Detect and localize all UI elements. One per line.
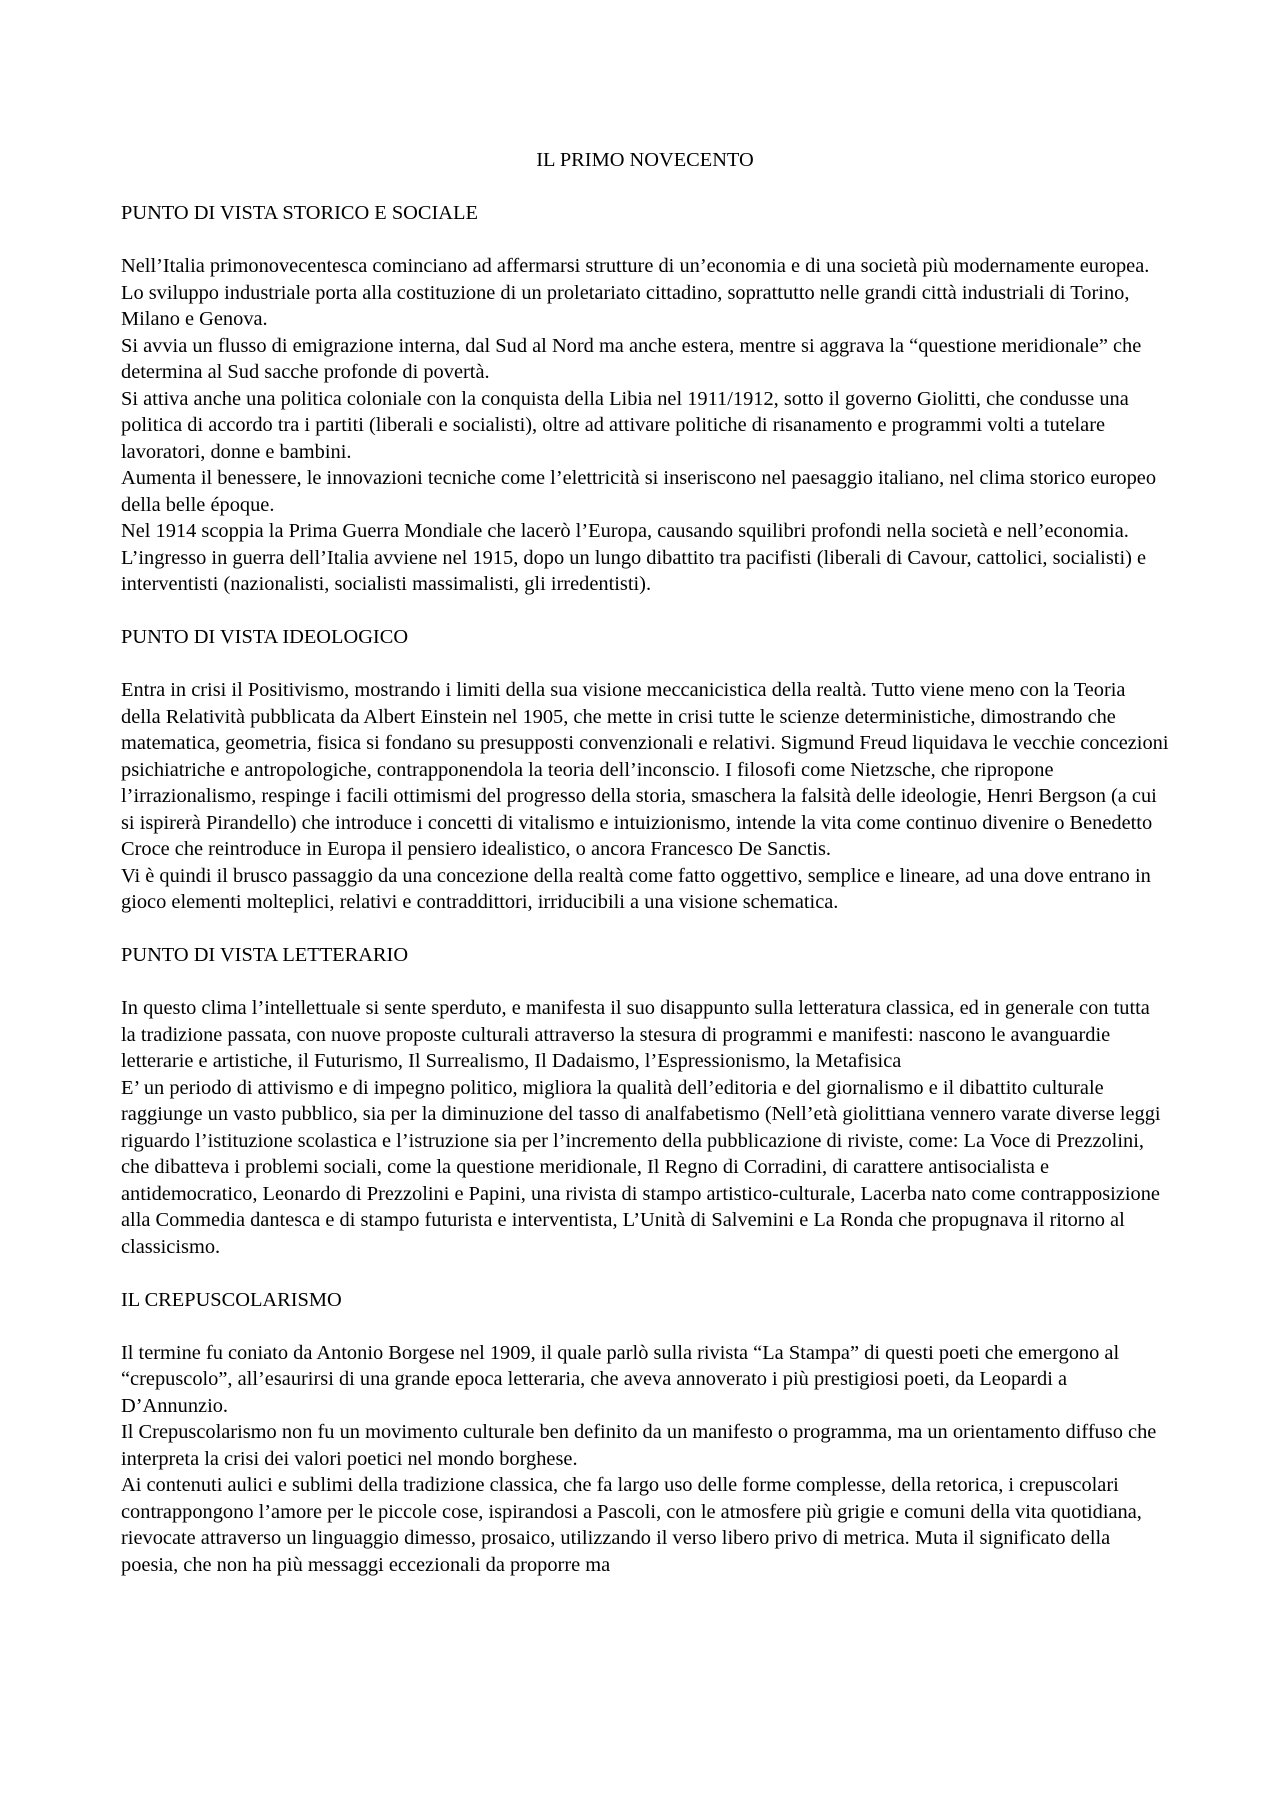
section-body: [121, 253, 1169, 598]
paragraph: Ai contenuti aulici e sublimi della tradizione classica, che fa largo uso delle forme complesse, della retorica, i crepuscolari contrappongono l’amore per le piccole cose, ispirandosi a Pascoli, con le atmosfere più grigie e comuni della vita quotidiana, rievocate attraverso un linguaggio dimesso, prosaico, utilizzando il verso libero privo di metrica. Muta il significato della poesia, che non ha più messaggi eccezionali da proporre ma: [121, 1474, 1142, 1576]
section-body: [121, 1340, 1169, 1579]
paragraph: Nel 1914 scoppia la Prima Guerra Mondiale che lacerò l’Europa, causando squilibri profondi nella società e nell’economia. L’ingresso in guerra dell’Italia avviene nel 1915, dopo un lungo dibattito tra pacifisti (liberali di Cavour, cattolici, socialisti) e interventisti (nazionalisti, socialisti massimalisti, gli irredentisti).: [121, 520, 1147, 595]
paragraph: Si attiva anche una politica coloniale con la conquista della Libia nel 1911/1912, sotto il governo Giolitti, che condusse una politica di accordo tra i partiti (liberali e socialisti), oltre ad attivare politiche di risanamento e programmi volti a tutelare lavoratori, donne e bambini.: [121, 387, 1129, 463]
section-heading: PUNTO DI VISTA IDEOLOGICO: [121, 626, 409, 648]
document-content: [121, 147, 1169, 1578]
section-body: [121, 677, 1169, 916]
section-storico-sociale: [121, 200, 1169, 598]
paragraph: Entra in crisi il Positivismo, mostrando i limiti della sua visione meccanicistica della realtà. Tutto viene meno con la Teoria della Relatività pubblicata da Albert Einstein nel 1905, che mette in crisi tutte le scienze deterministiche, dimostrando che matematica, geometria, fisica si fondano su presupposti convenzionali e relativi. Sigmund Freud liquidava le vecchie concezioni psichiatriche e antropologiche, contrapponendola la teoria dell’inconscio. I filosofi come Nietzsche, che ripropone l’irrazionalismo, respinge i facili ottimismi del progresso della storia, smaschera la falsità delle ideologie, Henri Bergson (a cui si ispirerà Pirandello) che introduce i concetti di vitalismo e intuizionismo, intende la vita come continuo divenire o Benedetto Croce che reintroduce in Europa il pensiero idealistico, o ancora Francesco De Sanctis.: [121, 679, 1169, 860]
paragraph: In questo clima l’intellettuale si sente sperduto, e manifesta il suo disappunto sulla letteratura classica, ed in generale con tutta la tradizione passata, con nuove proposte culturali attraverso la stesura di programmi e manifesti: nascono le avanguardie letterarie e artistiche, il Futurismo, Il Surrealismo, Il Dadaismo, l’Espressionismo, la Metafisica: [121, 997, 1150, 1072]
paragraph: Aumenta il benessere, le innovazioni tecniche come l’elettricità si inseriscono nel paesaggio italiano, nel clima storico europeo della belle époque.: [121, 467, 1157, 516]
section-body: [121, 995, 1169, 1260]
document-title: IL PRIMO NOVECENTO: [536, 149, 754, 171]
paragraph: Nell’Italia primonovecentesca cominciano ad affermarsi strutture di un’economia e di una società più modernamente europea. Lo sviluppo industriale porta alla costituzione di un proletariato cittadino, soprattutto nelle grandi città industriali di Torino, Milano e Genova.: [121, 255, 1150, 330]
paragraph: Si avvia un flusso di emigrazione interna, dal Sud al Nord ma anche estera, mentre si aggrava la “questione meridionale” che determina al Sud sacche profonde di povertà.: [121, 334, 1142, 383]
section-heading: IL CREPUSCOLARISMO: [121, 1288, 342, 1311]
section-heading: PUNTO DI VISTA STORICO E SOCIALE: [121, 202, 478, 224]
section-heading: PUNTO DI VISTA LETTERARIO: [121, 944, 409, 966]
section-crepuscolarismo: [121, 1287, 1169, 1579]
paragraph: Vi è quindi il brusco passaggio da una concezione della realtà come fatto oggettivo, semplice e lineare, ad una dove entrano in gioco elementi molteplici, relativi e contraddittori, irriducibili a una visione schematica.: [121, 864, 1151, 913]
paragraph: Il Crepuscolarismo non fu un movimento culturale ben definito da un manifesto o programma, ma un orientamento diffuso che interpreta la crisi dei valori poetici nel mondo borghese.: [121, 1421, 1157, 1470]
section-letterario: [121, 942, 1169, 1260]
paragraph: E’ un periodo di attivismo e di impegno politico, migliora la qualità dell’editoria e del giornalismo e il dibattito culturale raggiunge un vasto pubblico, sia per la diminuzione del tasso di analfabetismo (Nell’età giolittiana vennero varate diverse leggi riguardo l’istituzione scolastica e l’istruzione sia per l’incremento della pubblicazione di riviste, come: La Voce di Prezzolini, che dibatteva i problemi sociali, come la questione meridionale, Il Regno di Corradini, di carattere antisocialista e antidemocratico, Leonardo di Prezzolini e Papini, una rivista di stampo artistico-culturale, Lacerba nato come contrapposizione alla Commedia dantesca e di stampo futurista e interventista, L’Unità di Salvemini e La Ronda che propugnava il ritorno al classicismo.: [121, 1076, 1161, 1258]
section-ideologico: [121, 624, 1169, 916]
paragraph: Il termine fu coniato da Antonio Borgese nel 1909, il quale parlò sulla rivista “La Stampa” di questi poeti che emergono al “crepuscolo”, all’esaurirsi di una grande epoca letteraria, che aveva annoverato i più prestigiosi poeti, da Leopardi a D’Annunzio.: [121, 1341, 1120, 1417]
